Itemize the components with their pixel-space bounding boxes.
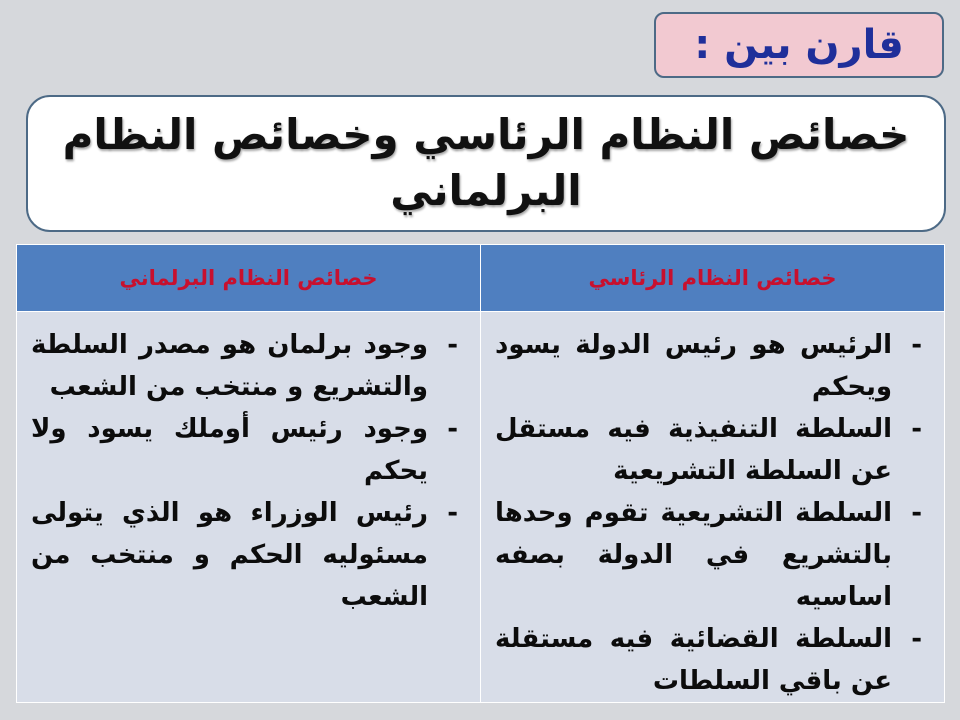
list-item: [495, 324, 930, 408]
list-item-text: السلطة القضائية فيه مستقلة عن باقي السلطات: [495, 624, 892, 696]
list-item: [495, 408, 930, 492]
list-item: [31, 492, 466, 618]
page-title: خصائص النظام الرئاسي وخصائص النظام البرلماني: [26, 95, 946, 232]
comparison-table: [16, 244, 945, 703]
bullet-dash: -: [911, 624, 922, 654]
bullet-dash: -: [911, 498, 922, 528]
bullet-dash: -: [447, 414, 458, 444]
bullet-dash: -: [447, 498, 458, 528]
presidential-characteristics-list: [495, 324, 930, 702]
presidential-system-cell: [481, 312, 945, 703]
bullet-dash: -: [911, 414, 922, 444]
header-presidential-system: خصائص النظام الرئاسي: [481, 245, 945, 312]
list-item-text: وجود برلمان هو مصدر السلطة والتشريع و منتخب من الشعب: [31, 330, 428, 402]
parliamentary-characteristics-list: [31, 324, 466, 618]
table-body-row: [17, 312, 945, 703]
list-item-text: السلطة التشريعية تقوم وحدها بالتشريع في الدولة بصفه اساسيه: [495, 498, 892, 612]
list-item: [31, 408, 466, 492]
parliamentary-system-cell: [17, 312, 481, 703]
table-header-row: [17, 245, 945, 312]
list-item: [495, 618, 930, 702]
header-parliamentary-system: خصائص النظام البرلماني: [17, 245, 481, 312]
bullet-dash: -: [447, 330, 458, 360]
list-item: [31, 324, 466, 408]
compare-label: قارن بين :: [654, 12, 944, 78]
list-item-text: وجود رئيس أوملك يسود ولا يحكم: [31, 414, 428, 486]
list-item: [495, 492, 930, 618]
list-item-text: رئيس الوزراء هو الذي يتولى مسئوليه الحكم و منتخب من الشعب: [31, 498, 428, 612]
bullet-dash: -: [911, 330, 922, 360]
list-item-text: الرئيس هو رئيس الدولة يسود ويحكم: [495, 330, 892, 402]
list-item-text: السلطة التنفيذية فيه مستقل عن السلطة التشريعية: [495, 414, 892, 486]
